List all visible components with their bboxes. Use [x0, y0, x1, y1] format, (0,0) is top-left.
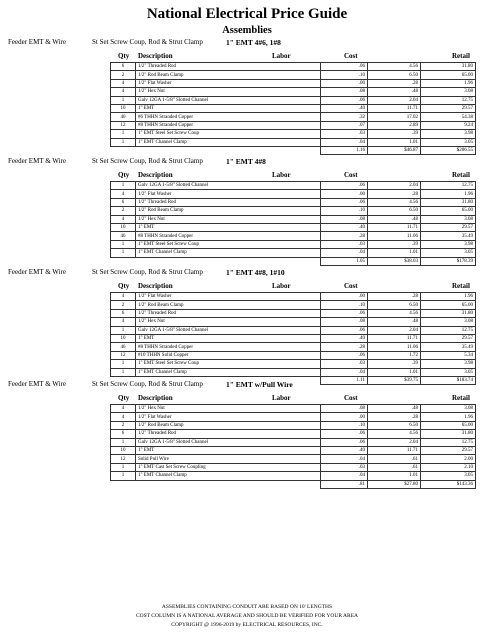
cell-cost: 6.50: [368, 207, 421, 215]
cell-cost: .48: [368, 215, 421, 223]
cell-labor: .03: [321, 130, 368, 138]
cell-cost: 11.71: [368, 104, 421, 112]
cell-qty: 1: [111, 249, 136, 257]
cell-labor: .40: [321, 334, 368, 342]
cell-retail: 1.96: [421, 413, 476, 421]
col-retail: Retail: [452, 52, 470, 60]
cell-qty: 4: [111, 79, 136, 87]
col-retail: Retail: [452, 282, 470, 290]
table-row: [111, 430, 476, 438]
table-row: [111, 121, 476, 129]
cell-labor: .32: [321, 113, 368, 121]
cell-qty: 2: [111, 421, 136, 429]
section-feeder: Feeder EMT & Wire: [8, 380, 66, 388]
cell-description: 1" EMT Steel Set Screw Coup: [136, 240, 321, 248]
cell-retail: 1.96: [421, 190, 476, 198]
cell-qty: 1: [111, 368, 136, 376]
table-row: [111, 198, 476, 206]
footer-line-2: COST COLUMN IS A NATIONAL AVERAGE AND SHOULD BE VERIFIED FOR YOUR AREA: [135, 613, 359, 619]
cell-labor: .06: [321, 309, 368, 317]
cell-description: #6 THHN Stranded Copper: [136, 113, 321, 121]
col-labor: Labor: [272, 394, 291, 402]
cell-labor: .04: [321, 138, 368, 146]
section-method: St Set Screw Coup, Rod & Strut Clamp: [92, 38, 203, 46]
cell-qty: 1: [111, 96, 136, 104]
table-row: [111, 326, 476, 334]
cell-description: 1/2" Hex Nut: [136, 215, 321, 223]
cell-labor: .06: [321, 96, 368, 104]
cell-retail: 3.08: [421, 405, 476, 413]
cell-description: #8 THHN Stranded Copper: [136, 232, 321, 240]
table-row: [111, 79, 476, 87]
assembly-table: [110, 292, 476, 385]
table-row: [111, 88, 476, 96]
cell-qty: 10: [111, 223, 136, 231]
cell-description: Solid Pull Wire: [136, 455, 321, 463]
cell-description: 1" EMT: [136, 104, 321, 112]
cell-qty: 4: [111, 293, 136, 301]
cell-retail: 65.00: [421, 421, 476, 429]
table-row: [111, 343, 476, 351]
table-row: [111, 438, 476, 446]
cell-retail: 35.49: [421, 343, 476, 351]
cell-retail: 31.80: [421, 63, 476, 71]
section-assembly-name: 1" EMT 4#8: [226, 157, 266, 166]
cell-labor: .00: [321, 413, 368, 421]
cell-cost: .28: [368, 79, 421, 87]
cell-description: 1/2" Threaded Rod: [136, 63, 321, 71]
table-row: [111, 309, 476, 317]
cell-qty: 46: [111, 232, 136, 240]
cell-cost: 2.04: [368, 96, 421, 104]
cell-cost: 11.06: [368, 343, 421, 351]
col-description: Description: [138, 171, 173, 179]
cell-labor: .40: [321, 223, 368, 231]
cell-labor: .03: [321, 463, 368, 471]
table-row: [111, 368, 476, 376]
footer-line-1: ASSEMBLIES CONTAINING CONDUIT ARE BASED ON 10' LENGTHS: [161, 604, 333, 610]
cell-qty: 4: [111, 318, 136, 326]
cell-description: 1/2" Threaded Rod: [136, 430, 321, 438]
col-labor: Labor: [272, 52, 291, 60]
cell-labor: .10: [321, 71, 368, 79]
cell-description: 1/2" Rod Beam Clamp: [136, 71, 321, 79]
cell-qty: 4: [111, 215, 136, 223]
cell-description: #8 THHN Stranded Copper: [136, 343, 321, 351]
col-qty: Qty: [118, 171, 130, 179]
total-retail: $183.74: [421, 376, 476, 384]
cell-labor: .10: [321, 421, 368, 429]
cell-description: 1/2" Flat Washer: [136, 79, 321, 87]
total-blank: [136, 257, 321, 265]
cell-cost: 11.71: [368, 334, 421, 342]
total-row: [111, 257, 476, 265]
cell-description: #10 THHN Solid Copper: [136, 351, 321, 359]
cell-qty: 4: [111, 190, 136, 198]
page-title: National Electrical Price Guide: [146, 6, 348, 22]
cell-labor: .28: [321, 232, 368, 240]
section-assembly-name: 1" EMT 4#8, 1#10: [226, 268, 285, 277]
cell-description: #8 THHN Stranded Copper: [136, 121, 321, 129]
cell-retail: 29.57: [421, 446, 476, 454]
cell-cost: 4.56: [368, 309, 421, 317]
cell-labor: .40: [321, 104, 368, 112]
table-row: [111, 472, 476, 480]
cell-labor: .00: [321, 190, 368, 198]
table-row: [111, 463, 476, 471]
cell-cost: 4.56: [368, 63, 421, 71]
col-retail: Retail: [452, 171, 470, 179]
table-row: [111, 334, 476, 342]
cell-description: 1/2" Hex Nut: [136, 318, 321, 326]
col-cost: Cost: [344, 394, 358, 402]
column-headers: [8, 394, 486, 404]
table-row: [111, 318, 476, 326]
total-cost: $46.87: [368, 146, 421, 154]
cell-description: 1/2" Hex Nut: [136, 405, 321, 413]
cell-qty: 4: [111, 405, 136, 413]
total-blank: [111, 146, 136, 154]
cell-retail: 3.08: [421, 88, 476, 96]
cell-description: 1" EMT Channel Clamp: [136, 368, 321, 376]
cell-labor: .08: [321, 405, 368, 413]
cell-labor: .00: [321, 79, 368, 87]
cell-retail: 3.98: [421, 240, 476, 248]
page-subtitle: Assemblies: [222, 25, 272, 36]
cell-cost: 6.50: [368, 71, 421, 79]
cell-qty: 10: [111, 446, 136, 454]
cell-retail: 3.05: [421, 472, 476, 480]
col-description: Description: [138, 52, 173, 60]
cell-qty: 12: [111, 351, 136, 359]
cell-qty: 1: [111, 472, 136, 480]
cell-retail: 65.00: [421, 207, 476, 215]
cell-retail: 3.05: [421, 368, 476, 376]
cell-description: Galv 12GA 1-5/8" Slotted Channel: [136, 96, 321, 104]
cell-labor: .10: [321, 207, 368, 215]
col-qty: Qty: [118, 394, 130, 402]
table-row: [111, 249, 476, 257]
total-row: [111, 146, 476, 154]
col-cost: Cost: [344, 52, 358, 60]
col-cost: Cost: [344, 282, 358, 290]
cell-labor: .08: [321, 215, 368, 223]
total-retail: $178.39: [421, 257, 476, 265]
cell-retail: 12.75: [421, 438, 476, 446]
table-row: [111, 421, 476, 429]
cell-description: 1/2" Flat Washer: [136, 413, 321, 421]
cell-cost: .61: [368, 455, 421, 463]
cell-description: 1" EMT: [136, 446, 321, 454]
cell-labor: .06: [321, 438, 368, 446]
table-row: [111, 405, 476, 413]
cell-cost: 2.04: [368, 182, 421, 190]
cell-labor: .04: [321, 249, 368, 257]
cell-retail: 3.08: [421, 215, 476, 223]
total-cost: $38.03: [368, 257, 421, 265]
cell-retail: 54.38: [421, 113, 476, 121]
cell-qty: 1: [111, 438, 136, 446]
section-method: St Set Screw Coup, Rod & Strut Clamp: [92, 268, 203, 276]
col-cost: Cost: [344, 171, 358, 179]
cell-cost: 4.56: [368, 430, 421, 438]
cell-cost: 1.01: [368, 249, 421, 257]
cell-description: 1/2" Flat Washer: [136, 190, 321, 198]
cell-cost: .48: [368, 318, 421, 326]
cell-description: 1" EMT Channel Clamp: [136, 138, 321, 146]
cell-qty: 1: [111, 463, 136, 471]
cell-retail: 31.80: [421, 309, 476, 317]
table-row: [111, 138, 476, 146]
table-row: [111, 351, 476, 359]
cell-qty: 4: [111, 413, 136, 421]
cell-cost: 2.04: [368, 326, 421, 334]
col-retail: Retail: [452, 394, 470, 402]
cell-cost: .39: [368, 240, 421, 248]
table-row: [111, 96, 476, 104]
cell-qty: 1: [111, 138, 136, 146]
cell-retail: 3.05: [421, 249, 476, 257]
total-cost: $39.75: [368, 376, 421, 384]
cell-cost: .28: [368, 293, 421, 301]
section-feeder: Feeder EMT & Wire: [8, 38, 66, 46]
cell-cost: .39: [368, 360, 421, 368]
cell-cost: 6.50: [368, 301, 421, 309]
cell-labor: .07: [321, 121, 368, 129]
total-labor: 1.05: [321, 257, 368, 265]
section-feeder: Feeder EMT & Wire: [8, 268, 66, 276]
assembly-table: [110, 181, 476, 266]
table-row: [111, 455, 476, 463]
cell-description: 1" EMT Cast Set Screw Coupling: [136, 463, 321, 471]
cell-labor: .10: [321, 301, 368, 309]
cell-retail: 9.24: [421, 121, 476, 129]
cell-qty: 1: [111, 182, 136, 190]
cell-cost: .28: [368, 190, 421, 198]
cell-qty: 1: [111, 360, 136, 368]
cell-retail: 3.98: [421, 130, 476, 138]
section-header: [8, 157, 476, 168]
cell-cost: .48: [368, 405, 421, 413]
cell-qty: 6: [111, 430, 136, 438]
cell-retail: 29.57: [421, 334, 476, 342]
cell-labor: .08: [321, 88, 368, 96]
cell-description: 1/2" Rod Beam Clamp: [136, 301, 321, 309]
section-feeder: Feeder EMT & Wire: [8, 157, 66, 165]
table-row: [111, 360, 476, 368]
cell-retail: 3.05: [421, 138, 476, 146]
total-labor: 1.16: [321, 146, 368, 154]
cell-retail: 3.98: [421, 360, 476, 368]
cell-retail: 5.34: [421, 351, 476, 359]
section-header: [8, 268, 476, 279]
table-row: [111, 207, 476, 215]
cell-qty: 2: [111, 301, 136, 309]
cell-labor: .06: [321, 198, 368, 206]
cell-labor: .03: [321, 240, 368, 248]
table-row: [111, 293, 476, 301]
col-labor: Labor: [272, 171, 291, 179]
cell-qty: 46: [111, 343, 136, 351]
section-assembly-name: 1" EMT 4#6, 1#8: [226, 38, 281, 47]
total-labor: .81: [321, 480, 368, 488]
cell-qty: 40: [111, 113, 136, 121]
cell-cost: 11.71: [368, 223, 421, 231]
cell-qty: 12: [111, 121, 136, 129]
table-row: [111, 215, 476, 223]
assembly-table: [110, 404, 476, 489]
cell-cost: 1.72: [368, 351, 421, 359]
total-blank: [136, 480, 321, 488]
cell-qty: 2: [111, 207, 136, 215]
section-method: St Set Screw Coup, Rod & Strut Clamp: [92, 157, 203, 165]
cell-qty: 1: [111, 130, 136, 138]
table-row: [111, 446, 476, 454]
column-headers: [8, 282, 486, 292]
cell-description: Galv 12GA 1-5/8" Slotted Channel: [136, 438, 321, 446]
cell-retail: 35.49: [421, 232, 476, 240]
footer-line-3: COPYRIGHT @ 1996-2019 by ELECTRICAL RESOURCES, INC.: [171, 622, 323, 628]
cell-description: 1/2" Rod Beam Clamp: [136, 421, 321, 429]
cell-description: 1/2" Rod Beam Clamp: [136, 207, 321, 215]
column-headers: [8, 171, 486, 181]
cell-labor: .04: [321, 368, 368, 376]
section-header: [8, 380, 476, 391]
cell-retail: 29.57: [421, 223, 476, 231]
total-blank: [136, 146, 321, 154]
cell-cost: .39: [368, 130, 421, 138]
section-assembly-name: 1" EMT w/Pull Wire: [226, 380, 293, 389]
cell-description: 1" EMT Steel Set Screw Coup: [136, 130, 321, 138]
cell-retail: 12.75: [421, 326, 476, 334]
cell-qty: 1: [111, 240, 136, 248]
cell-labor: .40: [321, 446, 368, 454]
cell-retail: 2.00: [421, 455, 476, 463]
cell-cost: 6.50: [368, 421, 421, 429]
cell-labor: .06: [321, 351, 368, 359]
cell-description: Galv 12GA 1-5/8" Slotted Channel: [136, 326, 321, 334]
total-labor: 1.11: [321, 376, 368, 384]
table-row: [111, 71, 476, 79]
cell-cost: 11.71: [368, 446, 421, 454]
total-retail: $143.36: [421, 480, 476, 488]
total-cost: $27.80: [368, 480, 421, 488]
cell-cost: 4.56: [368, 198, 421, 206]
cell-cost: 1.01: [368, 472, 421, 480]
section-method: St Set Screw Coup, Rod & Strut Clamp: [92, 380, 203, 388]
cell-description: 1" EMT Channel Clamp: [136, 472, 321, 480]
table-row: [111, 232, 476, 240]
table-row: [111, 223, 476, 231]
col-description: Description: [138, 394, 173, 402]
cell-cost: .48: [368, 88, 421, 96]
cell-description: 1" EMT Channel Clamp: [136, 249, 321, 257]
total-row: [111, 480, 476, 488]
cell-cost: 1.01: [368, 368, 421, 376]
cell-qty: 6: [111, 63, 136, 71]
col-qty: Qty: [118, 282, 130, 290]
cell-cost: 2.04: [368, 438, 421, 446]
cell-cost: 11.06: [368, 232, 421, 240]
col-labor: Labor: [272, 282, 291, 290]
cell-retail: 2.10: [421, 463, 476, 471]
cell-description: 1/2" Threaded Rod: [136, 198, 321, 206]
cell-retail: 3.08: [421, 318, 476, 326]
cell-description: 1/2" Flat Washer: [136, 293, 321, 301]
cell-labor: .06: [321, 430, 368, 438]
cell-retail: 1.96: [421, 79, 476, 87]
cell-labor: .04: [321, 472, 368, 480]
cell-description: 1" EMT Steel Set Screw Coup: [136, 360, 321, 368]
cell-labor: .28: [321, 343, 368, 351]
col-qty: Qty: [118, 52, 130, 60]
cell-retail: 65.00: [421, 71, 476, 79]
cell-labor: .06: [321, 63, 368, 71]
cell-qty: 2: [111, 71, 136, 79]
cell-retail: 29.57: [421, 104, 476, 112]
cell-qty: 4: [111, 88, 136, 96]
cell-description: 1" EMT: [136, 223, 321, 231]
total-blank: [111, 480, 136, 488]
cell-description: 1/2" Hex Nut: [136, 88, 321, 96]
cell-labor: .04: [321, 455, 368, 463]
table-row: [111, 113, 476, 121]
cell-retail: 31.80: [421, 198, 476, 206]
table-row: [111, 63, 476, 71]
column-headers: [8, 52, 486, 62]
cell-description: 1/2" Threaded Rod: [136, 309, 321, 317]
cell-qty: 10: [111, 334, 136, 342]
cell-qty: 10: [111, 104, 136, 112]
cell-retail: 31.80: [421, 430, 476, 438]
cell-labor: .06: [321, 182, 368, 190]
table-row: [111, 130, 476, 138]
total-retail: $206.55: [421, 146, 476, 154]
cell-qty: 6: [111, 309, 136, 317]
cell-labor: .08: [321, 318, 368, 326]
col-description: Description: [138, 282, 173, 290]
cell-labor: .00: [321, 293, 368, 301]
section-header: [8, 38, 476, 49]
cell-qty: 6: [111, 198, 136, 206]
cell-description: Galv 12GA 1-5/8" Slotted Channel: [136, 182, 321, 190]
cell-cost: .61: [368, 463, 421, 471]
cell-cost: .28: [368, 413, 421, 421]
cell-retail: 1.96: [421, 293, 476, 301]
cell-labor: .06: [321, 326, 368, 334]
cell-qty: 1: [111, 326, 136, 334]
assembly-table: [110, 62, 476, 155]
cell-cost: 17.02: [368, 113, 421, 121]
table-row: [111, 104, 476, 112]
cell-labor: .03: [321, 360, 368, 368]
cell-cost: 2.89: [368, 121, 421, 129]
table-row: [111, 240, 476, 248]
cell-qty: 12: [111, 455, 136, 463]
cell-cost: 1.01: [368, 138, 421, 146]
table-row: [111, 301, 476, 309]
table-row: [111, 182, 476, 190]
total-blank: [111, 257, 136, 265]
table-row: [111, 190, 476, 198]
cell-retail: 65.00: [421, 301, 476, 309]
cell-description: 1" EMT: [136, 334, 321, 342]
table-row: [111, 413, 476, 421]
cell-retail: 12.75: [421, 96, 476, 104]
cell-retail: 12.75: [421, 182, 476, 190]
